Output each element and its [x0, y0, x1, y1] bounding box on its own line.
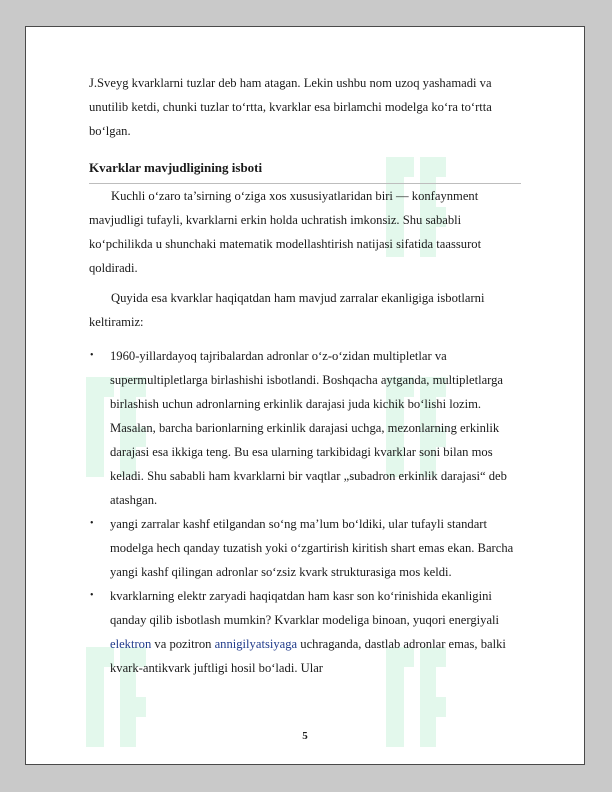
bullet-icon: •: [90, 590, 94, 601]
body-paragraph-2: Quyida esa kvarklar haqiqatdan ham mavjud zarralar ekanligiga isbotlarni keltiramiz:: [89, 291, 485, 329]
section-heading: Kvarklar mavjudligining isboti: [89, 157, 521, 184]
intro-paragraph: J.Sveyg kvarklarni tuzlar deb ham atagan. Lekin ushbu nom uzoq yashamadi va unutilib ketdi, chunki tuzlar to‘rtta, kvarklar esa birlamchi modelga ko‘ra to‘rtta bo‘lgan.: [89, 76, 492, 138]
list-item-text: yangi zarralar kashf etilgandan so‘ng ma’lum bo‘ldiki, ular tufayli standart modelga hech qanday tuzatish yoki o‘zgartirish kiritish shart emas ekan. Barcha yangi kashf qilingan adronlar so‘zsiz kvark strukturasiga mos keldi.: [110, 517, 514, 579]
document-body: [89, 71, 521, 680]
list-item-text-before: kvarklarning elektr zaryadi haqiqatdan ham kasr son ko‘rinishida ekanligini qanday qilib isbotlash mumkin? Kvarklar modeliga binoan, yuqori energiyali: [110, 589, 500, 627]
bullet-icon: •: [90, 350, 94, 361]
elektron-link[interactable]: elektron: [110, 637, 152, 651]
body-paragraph-1: Kuchli o‘zaro ta’sirning o‘ziga xos xususiyatlaridan biri — konfaynment mavjudligi tufayli, kvarklarni erkin holda uchratish imkonsiz. Shu sababli ko‘pchilikda u shunchaki matematik modellashtirish natijasi sifatida taassurot qoldiradi.: [89, 189, 482, 275]
page-number: 5: [302, 730, 308, 742]
list-item-text-middle: va pozitron: [151, 637, 215, 651]
list-item: [89, 512, 521, 584]
list-item: [89, 584, 521, 680]
evidence-list: [89, 344, 521, 680]
list-item-text: 1960-yillardayoq tajribalardan adronlar o‘z-o‘zidan multipletlar va supermultipletlarga birlashishi isbotlandi. Boshqacha aytganda, multipletlarga birlashish uchun adronlarning erkinlik darajasi juda kichik bo‘lishi lozim. Masalan, barcha barionlarning erkinlik darajasi uchga, mezonlarning erkinlik darajasi esa ikkiga teng. Bu esa ularning tarkibidagi kvarklar soni bilan mos keladi. Shu sababli ham kvarklarni bir vaqtlar „subadron erkinlik darajasi“ deb atashgan.: [110, 349, 507, 507]
bullet-icon: •: [90, 518, 94, 529]
list-item: [89, 344, 521, 512]
document-page: [25, 26, 585, 765]
list-item-text-after: uchraganda, dastlab adronlar emas, balki kvark-antikvark juftligi hosil bo‘ladi. Ular: [110, 637, 506, 675]
annigilyatsiya-link[interactable]: annigilyatsiyaga: [214, 637, 298, 651]
